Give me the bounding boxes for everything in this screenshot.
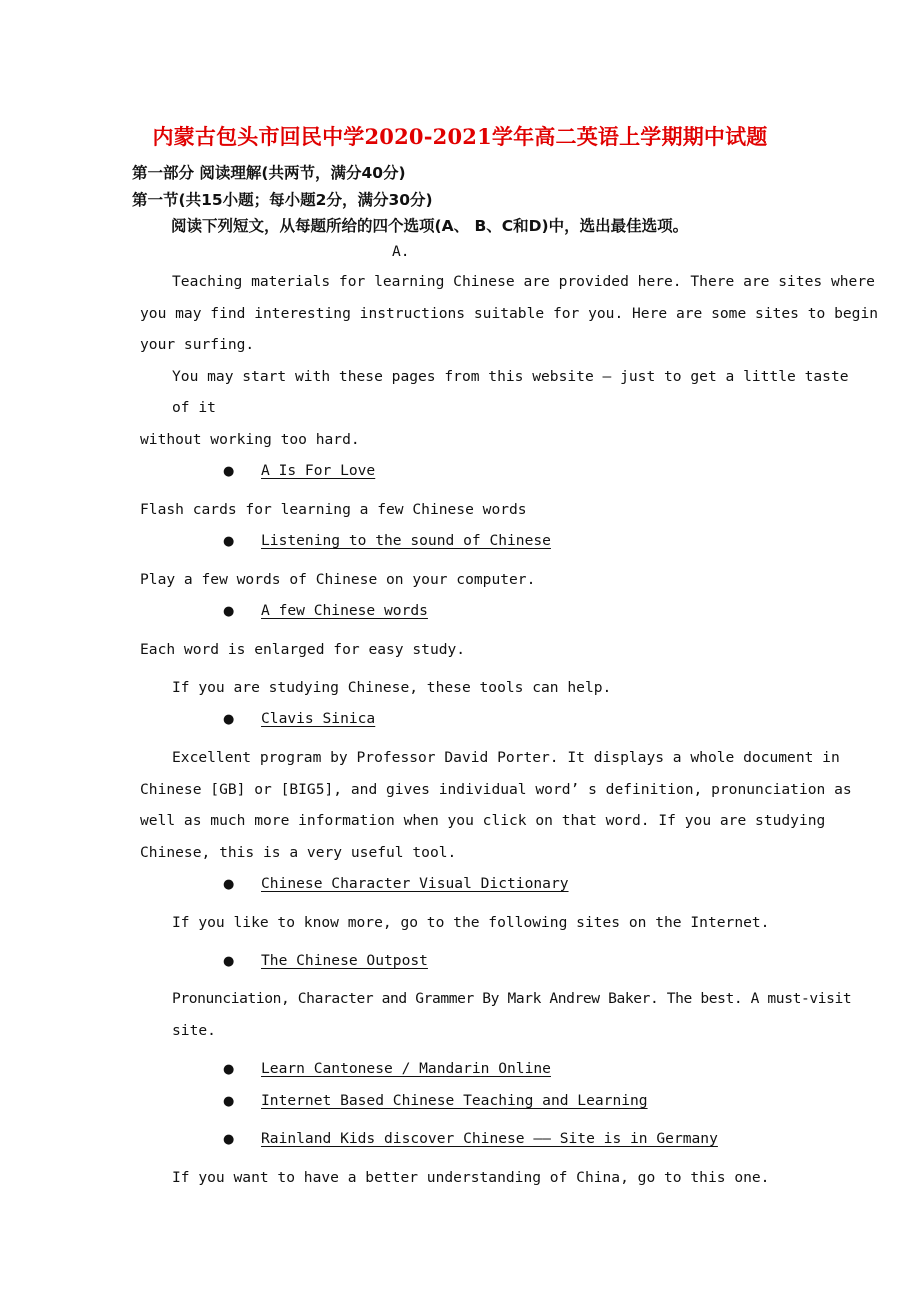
link-rainland-kids[interactable]: Rainland Kids discover Chinese —— Site is in Germany xyxy=(261,1130,718,1147)
bullet-icon: ● xyxy=(223,712,235,727)
link-learn-cantonese[interactable]: Learn Cantonese / Mandarin Online xyxy=(261,1060,551,1077)
instruction-text: 阅读下列短文，从每题所给的四个选项(A、 B、C和D)中，选出最佳选项。 xyxy=(171,217,689,235)
bullet-icon: ● xyxy=(223,877,235,892)
intro-line-1: Teaching materials for learning Chinese are provided here. There are sites where xyxy=(172,273,875,290)
link-internet-based[interactable]: Internet Based Chinese Teaching and Learning xyxy=(261,1092,648,1109)
intro-line-3: your surfing. xyxy=(140,336,255,353)
link-chinese-outpost[interactable]: The Chinese Outpost xyxy=(261,952,428,969)
start-line-2: of it xyxy=(172,399,216,416)
more-intro: If you like to know more, go to the following sites on the Internet. xyxy=(172,914,770,931)
desc-few-words: Each word is enlarged for easy study. xyxy=(140,641,466,658)
link-a-is-for-love[interactable]: A Is For Love xyxy=(261,462,376,479)
bullet-icon: ● xyxy=(223,534,235,549)
link-clavis-sinica[interactable]: Clavis Sinica xyxy=(261,710,376,727)
clavis-line-4: Chinese, this is a very useful tool. xyxy=(140,844,457,861)
clavis-line-2: Chinese [GB] or [BIG5], and gives individual word’ s definition, pronunciation as xyxy=(140,781,852,798)
bullet-icon: ● xyxy=(223,1132,235,1147)
tools-intro: If you are studying Chinese, these tools can help. xyxy=(172,679,612,696)
document-title: 内蒙古包头市回民中学2020-2021学年高二英语上学期期中试题 xyxy=(152,124,768,149)
start-line-1: You may start with these pages from this website — just to get a little taste xyxy=(172,368,849,385)
link-listening-to-chinese[interactable]: Listening to the sound of Chinese xyxy=(261,532,551,549)
outpost-line-1: Pronunciation, Character and Grammer By Mark Andrew Baker. The best. A must-visit xyxy=(172,990,852,1007)
desc-listening: Play a few words of Chinese on your computer. xyxy=(140,571,536,588)
bullet-icon: ● xyxy=(223,1062,235,1077)
start-line-3: without working too hard. xyxy=(140,431,360,448)
link-visual-dictionary[interactable]: Chinese Character Visual Dictionary xyxy=(261,875,569,892)
link-a-few-chinese-words[interactable]: A few Chinese words xyxy=(261,602,428,619)
part-heading: 第一部分 阅读理解(共两节，满分40分) xyxy=(132,164,406,182)
bullet-icon: ● xyxy=(223,1094,235,1109)
bullet-icon: ● xyxy=(223,954,235,969)
bullet-icon: ● xyxy=(223,604,235,619)
passage-label: A. xyxy=(392,243,410,260)
desc-a-is-for-love: Flash cards for learning a few Chinese words xyxy=(140,501,527,518)
section-heading: 第一节(共15小题；每小题2分，满分30分) xyxy=(132,191,433,209)
outpost-line-2: site. xyxy=(172,1022,216,1039)
clavis-line-1: Excellent program by Professor David Porter. It displays a whole document in xyxy=(172,749,840,766)
china-intro: If you want to have a better understanding of China, go to this one. xyxy=(172,1169,770,1186)
bullet-icon: ● xyxy=(223,464,235,479)
clavis-line-3: well as much more information when you click on that word. If you are studying xyxy=(140,812,826,829)
intro-line-2: you may find interesting instructions suitable for you. Here are some sites to begin xyxy=(140,305,879,322)
